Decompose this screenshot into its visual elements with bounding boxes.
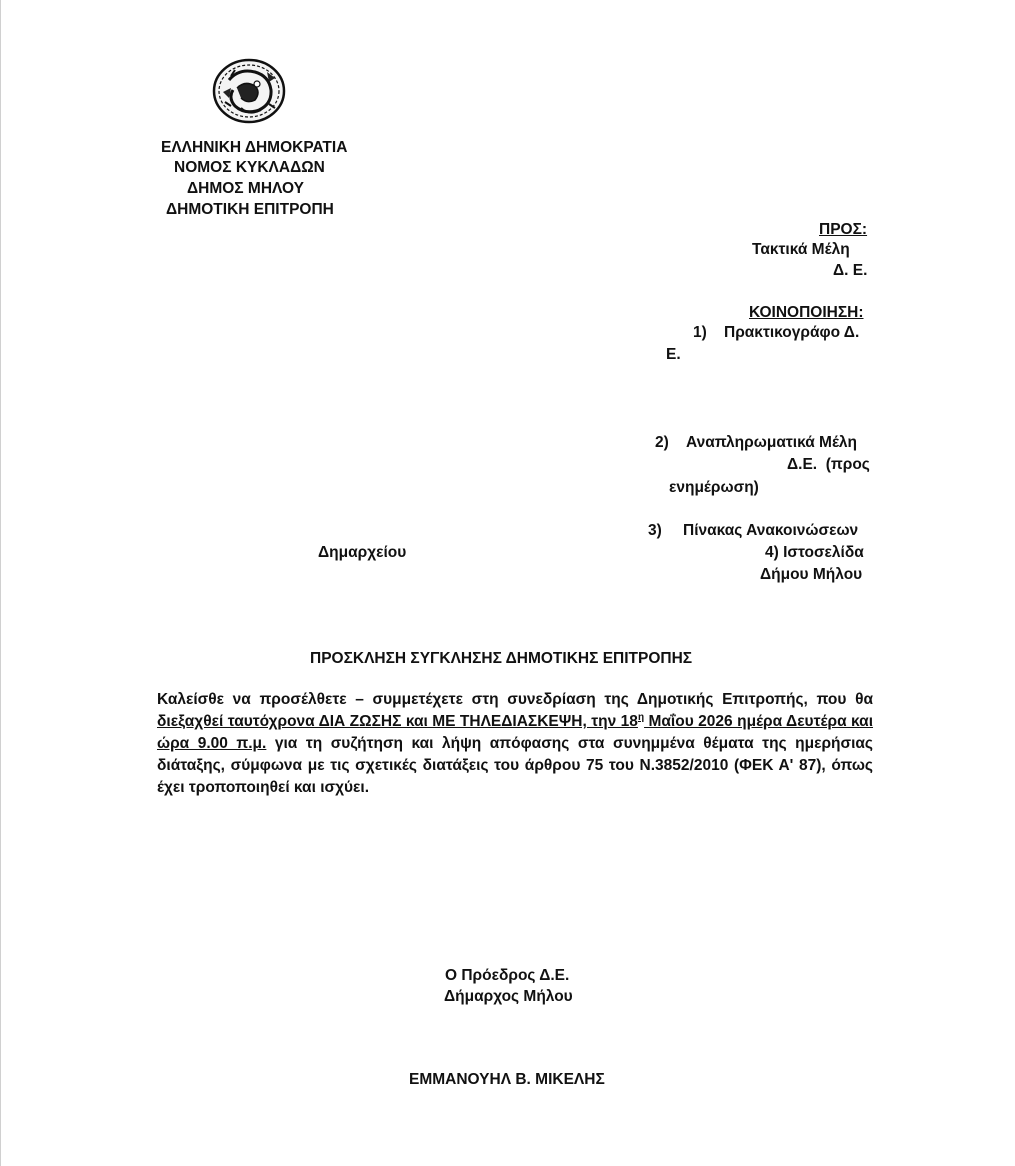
cc1-line1: Πρακτικογράφο Δ. xyxy=(724,324,860,341)
cc3-number: 3) xyxy=(648,522,662,539)
cc2-line2: Δ.Ε. (προς xyxy=(787,456,870,473)
body-underlined-1: διεξαχθεί ταυτόχρονα ΔΙΑ ΖΩΣΗΣ και ΜΕ ΤΗΛΕΔΙΑΣΚΕΨΗ, την 18 xyxy=(157,713,638,730)
header-municipality: ΔΗΜΟΣ ΜΗΛΟΥ xyxy=(187,180,304,197)
header-republic: ΕΛΛΗΝΙΚΗ ΔΗΜΟΚΡΑΤΙΑ xyxy=(161,139,348,156)
cc2-line1: Αναπληρωματικά Μέλη xyxy=(686,434,858,451)
cc3-line2: Δημαρχείου xyxy=(318,544,407,561)
recipients-pros-line1: Τακτικά Μέλη xyxy=(752,241,850,258)
cc3-line1: Πίνακας Ανακοινώσεων xyxy=(683,522,859,539)
ancient-coin-seal-icon xyxy=(211,58,287,124)
cc2-line3: ενημέρωση) xyxy=(669,479,759,496)
recipients-pros-line2: Δ. Ε. xyxy=(833,262,868,279)
body-part2: για τη συζήτηση και λήψη απόφασης στα συνημμένα θέματα της ημερήσιας διάταξης, σύμφωνα με τις σχετικές διατάξεις του άρθρου 75 του Ν.3852/2010 (ΦΕΚ Α' 87), όπως έχει τροποποιηθεί και ισχύει. xyxy=(157,735,873,796)
cc1-line2: Ε. xyxy=(666,346,681,363)
signature-title: Δήμαρχος Μήλου xyxy=(444,988,573,1005)
page-edge xyxy=(0,0,1,1166)
header-committee: ΔΗΜΟΤΙΚΗ ΕΠΙΤΡΟΠΗ xyxy=(166,201,334,218)
cc4-line1: 4) Ιστοσελίδα xyxy=(765,544,864,561)
document-title: ΠΡΟΣΚΛΗΣΗ ΣΥΓΚΛΗΣΗΣ ΔΗΜΟΤΙΚΗΣ ΕΠΙΤΡΟΠΗΣ xyxy=(310,650,693,667)
recipients-cc-label: ΚΟΙΝΟΠΟΙΗΣΗ: xyxy=(749,304,864,321)
cc2-number: 2) xyxy=(655,434,669,451)
cc4-line2: Δήμου Μήλου xyxy=(760,566,863,583)
signature-role: Ο Πρόεδρος Δ.Ε. xyxy=(445,967,570,984)
recipients-pros-label: ΠΡΟΣ: xyxy=(819,221,868,238)
invitation-paragraph xyxy=(157,689,873,799)
body-sup: η xyxy=(637,711,645,723)
signature-name: ΕΜΜΑΝΟΥΗΛ Β. ΜΙΚΕΛΗΣ xyxy=(409,1071,605,1088)
body-part1: Καλείσθε να προσέλθετε – συμμετέχετε στη συνεδρίαση της Δημοτικής Επιτροπής, που θα xyxy=(157,691,873,708)
header-prefecture: ΝΟΜΟΣ ΚΥΚΛΑΔΩΝ xyxy=(174,159,325,176)
body-underlined-2: Μαΐου 2026 ημέρα Δευτέρα και ώρα 9.00 π.μ. xyxy=(157,713,874,752)
cc1-number: 1) xyxy=(693,324,707,341)
